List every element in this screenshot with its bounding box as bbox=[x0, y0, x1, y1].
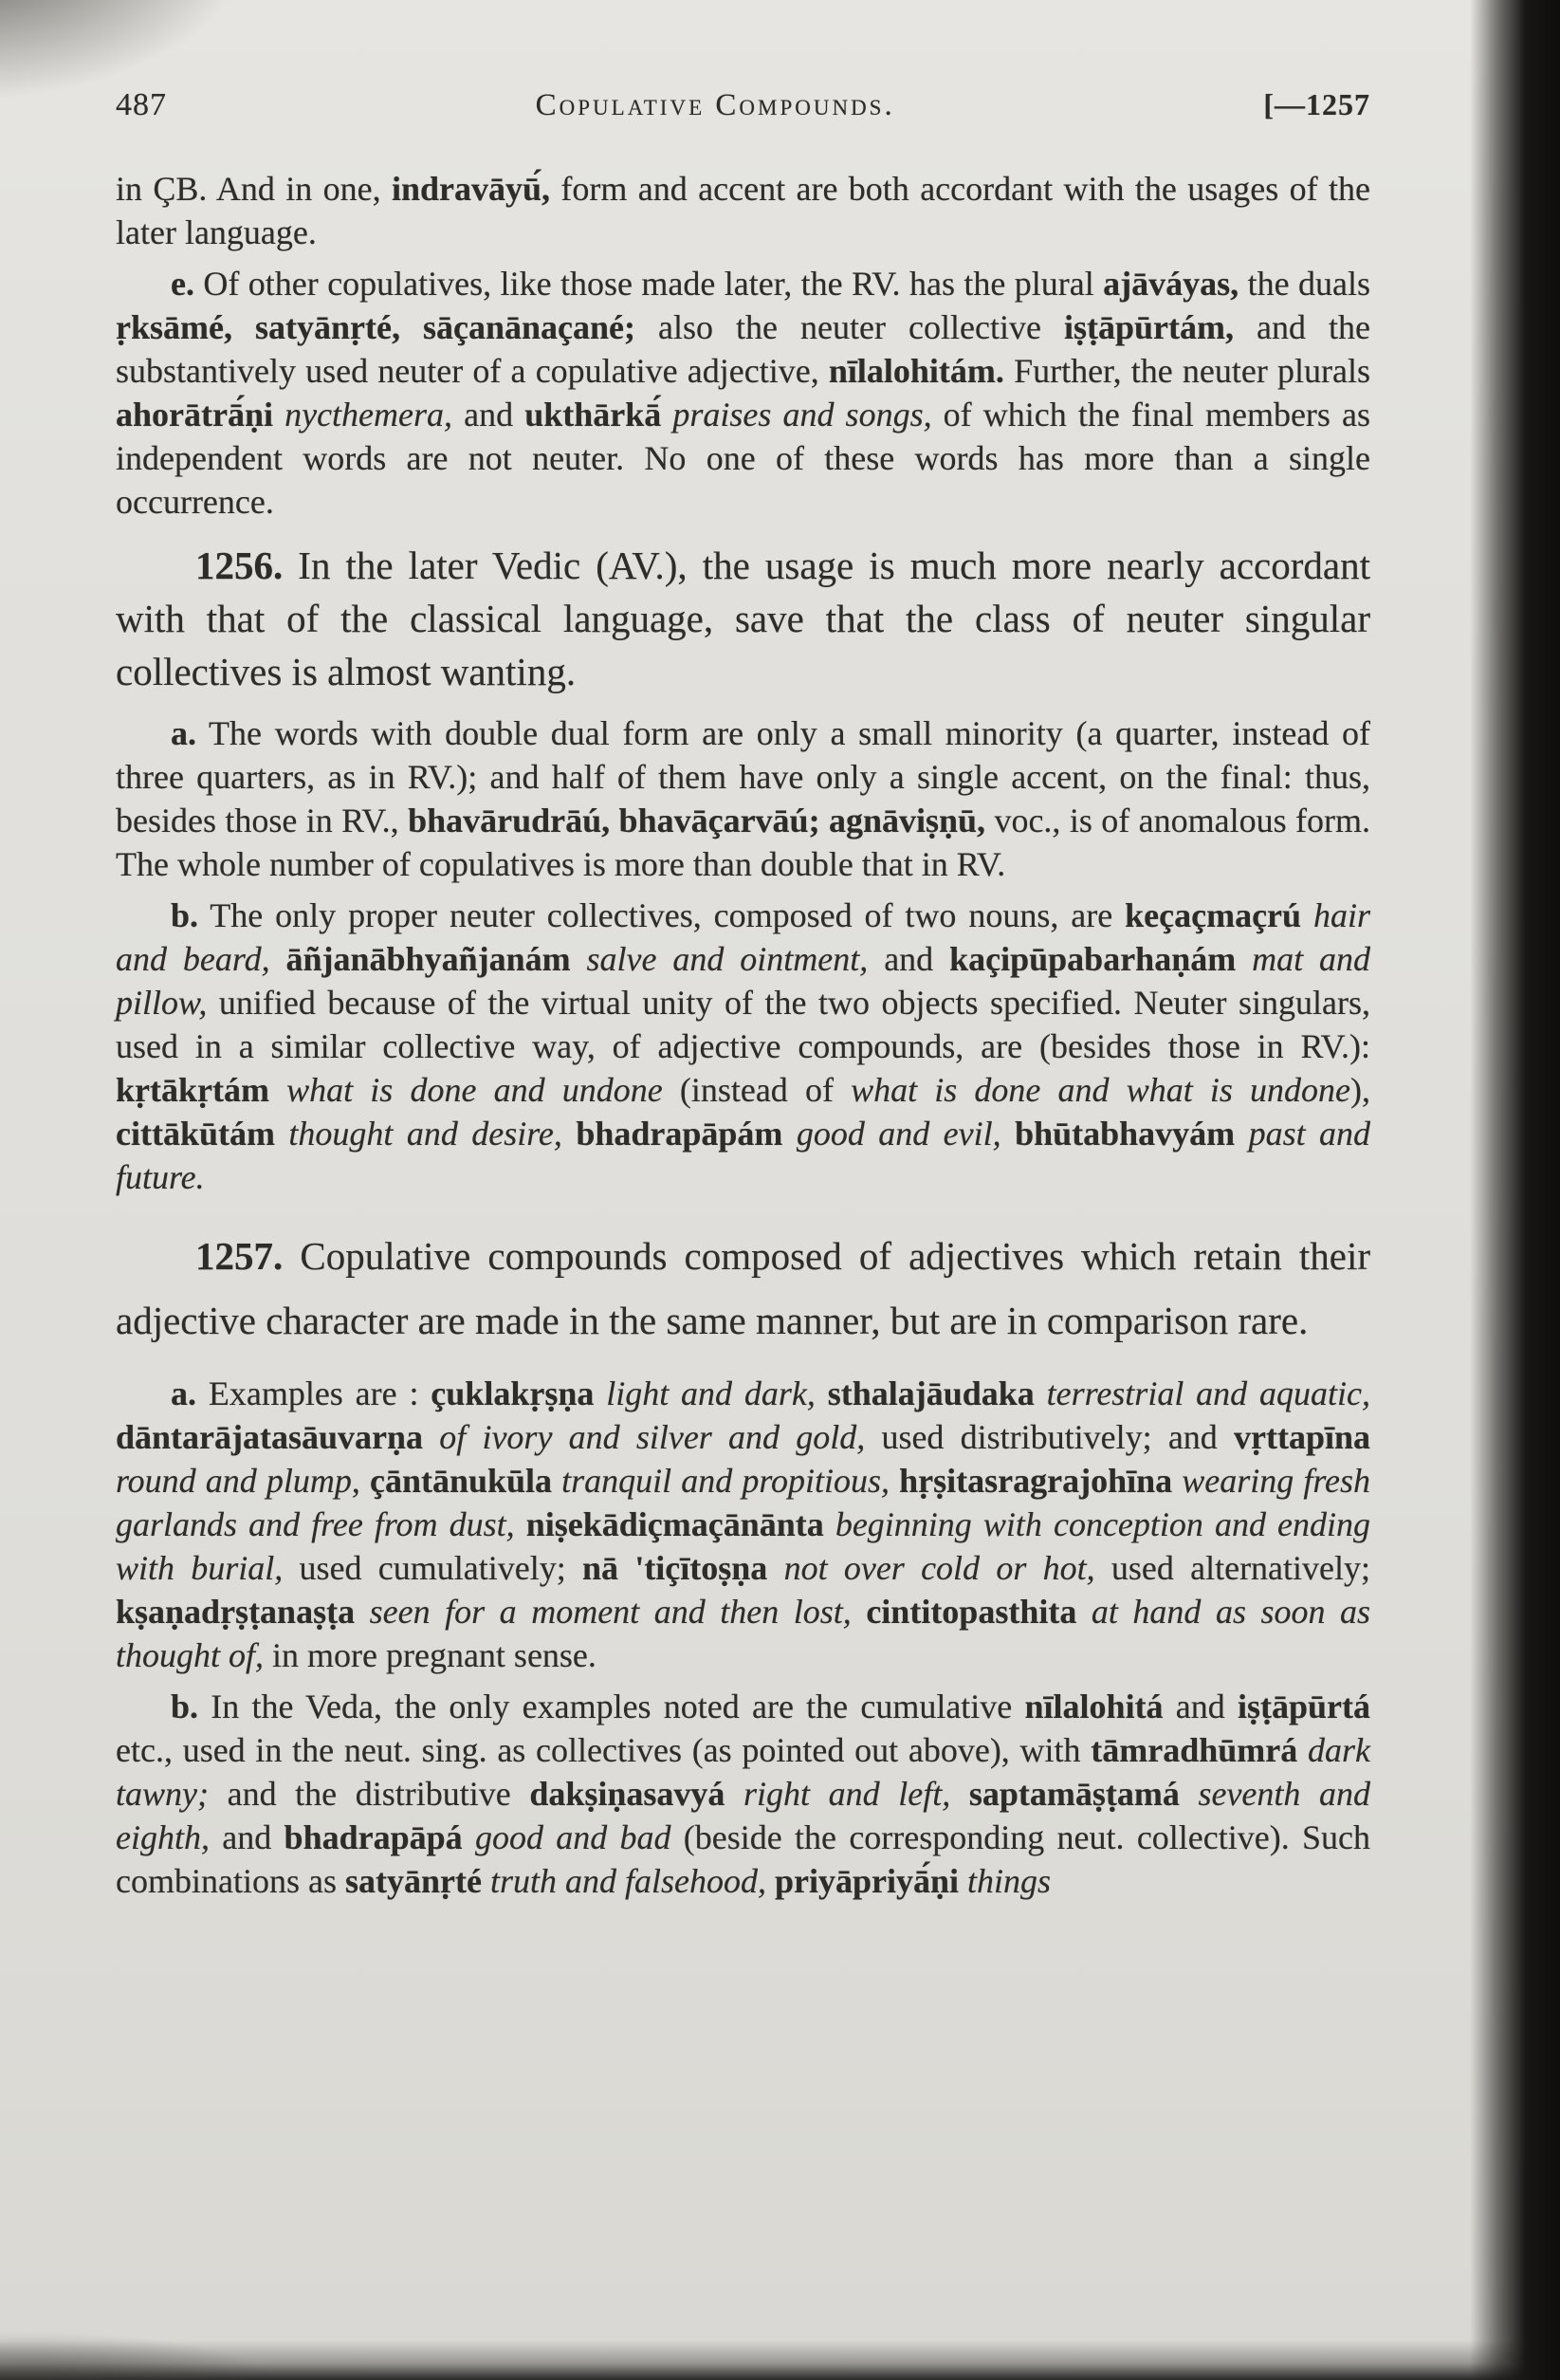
sanskrit-term: ukthārkā́ bbox=[524, 396, 662, 434]
text-run: The only proper neuter collectives, composed of two nouns, are bbox=[198, 896, 1126, 934]
text-run bbox=[571, 940, 587, 978]
gloss-italic: of ivory and silver and gold, bbox=[439, 1418, 866, 1456]
text-run bbox=[767, 1549, 783, 1587]
text-run bbox=[959, 1862, 967, 1900]
paragraph bbox=[116, 711, 1370, 886]
sanskrit-term: e. bbox=[171, 265, 194, 303]
text-run: In the Veda, the only examples noted are the cumulative bbox=[198, 1688, 1025, 1725]
text-run bbox=[950, 1775, 969, 1813]
sanskrit-term: dakṣiṇasavyá bbox=[529, 1775, 725, 1813]
paragraph bbox=[116, 1685, 1370, 1903]
sanskrit-term: dāntarājatasāuvarṇa bbox=[116, 1418, 424, 1456]
sanskrit-term: hṛṣitasragrajohīna bbox=[899, 1462, 1173, 1500]
sanskrit-term: saptamāṣṭamá bbox=[968, 1775, 1180, 1813]
sanskrit-term: keçaçmaçrú bbox=[1125, 896, 1302, 934]
text-run bbox=[890, 1462, 899, 1500]
paragraph bbox=[116, 1224, 1370, 1353]
text-run: also the neuter collective bbox=[635, 308, 1064, 346]
text-run: used alternatively; bbox=[1094, 1549, 1371, 1587]
gloss-italic: terrestrial and aquatic, bbox=[1046, 1374, 1370, 1412]
running-title: Copulative Compounds. bbox=[535, 88, 895, 122]
sanskrit-term: priyāpriyā́ṇi bbox=[774, 1862, 959, 1900]
sanskrit-term: ṛksāmé, satyānṛté, sāçanānaçané; bbox=[116, 308, 635, 346]
text-run: and bbox=[868, 940, 950, 978]
gloss-italic: good and bad bbox=[474, 1818, 671, 1856]
text-run: used distributively; and bbox=[865, 1418, 1235, 1456]
gloss-italic: tranquil and propitious, bbox=[561, 1462, 890, 1500]
sanskrit-term: 1257. bbox=[195, 1234, 284, 1278]
sanskrit-term: cittākūtám bbox=[116, 1115, 275, 1153]
gloss-italic: salve and ointment, bbox=[586, 940, 869, 978]
sanskrit-term: iṣṭāpūrtá bbox=[1237, 1688, 1370, 1725]
text-run bbox=[1297, 1731, 1308, 1769]
text-run: ), bbox=[1350, 1071, 1371, 1109]
text-run bbox=[1180, 1775, 1199, 1813]
sanskrit-term: niṣekādiçmaçānānta bbox=[525, 1505, 824, 1543]
gloss-italic: past and future. bbox=[116, 1115, 1371, 1196]
section-ref: [—1257 bbox=[1263, 87, 1370, 121]
text-run bbox=[423, 1418, 439, 1456]
text-run: unified because of the virtual unity of the two objects specified. Neuter singulars, used in a similar collective way, of adjective compounds, are (besides those in RV.): bbox=[116, 984, 1370, 1065]
gloss-italic: seventh and eighth, bbox=[116, 1775, 1371, 1856]
text-run: and the substantively used neuter of a copulative adjective, bbox=[116, 308, 1370, 390]
paragraph bbox=[116, 894, 1370, 1199]
paragraph bbox=[116, 539, 1370, 698]
text-run bbox=[275, 1115, 288, 1153]
text-run bbox=[766, 1862, 775, 1900]
text-run: (instead of bbox=[662, 1071, 852, 1109]
text-run: The words with double dual form are only a small minority (a quarter, instead of three quarters, as in RV.); and half of them have only a single accent, on the final: thus, besides those in RV., bbox=[116, 714, 1370, 839]
text-run: form and accent are both accordant with the usages of the later language. bbox=[116, 170, 1370, 251]
gloss-italic: wearing fresh garlands and free from dust, bbox=[116, 1462, 1370, 1543]
sanskrit-term: nā 'tiçītoṣṇa bbox=[582, 1549, 768, 1587]
gloss-italic: thought and desire, bbox=[288, 1115, 562, 1153]
gloss-italic: truth and falsehood, bbox=[489, 1862, 766, 1900]
gloss-italic: what is done and what is undone bbox=[851, 1071, 1351, 1109]
gloss-italic: not over cold or hot, bbox=[783, 1549, 1095, 1587]
text-run: Of other copulatives, like those made later, the RV. has the plural bbox=[193, 265, 1104, 303]
text-run bbox=[270, 940, 286, 978]
text-run bbox=[355, 1593, 370, 1631]
sanskrit-term: bhadrapāpám bbox=[576, 1115, 783, 1153]
text-run bbox=[1301, 896, 1313, 934]
text-run bbox=[824, 1505, 835, 1543]
gloss-italic: nycthemera, bbox=[284, 396, 453, 434]
sanskrit-term: sthalajāudaka bbox=[827, 1374, 1035, 1412]
sanskrit-term: nīlalohitá bbox=[1024, 1688, 1164, 1725]
sanskrit-term: a. bbox=[171, 1374, 196, 1412]
text-run bbox=[273, 396, 284, 434]
text-run: used cumulatively; bbox=[283, 1549, 583, 1587]
paragraph bbox=[116, 1372, 1370, 1677]
text-run: and bbox=[209, 1818, 284, 1856]
gloss-italic: round and plump bbox=[116, 1462, 352, 1500]
text-run bbox=[552, 1462, 561, 1500]
sanskrit-term: kṣaṇadṛṣṭanaṣṭa bbox=[116, 1593, 356, 1631]
text-run bbox=[1076, 1593, 1092, 1631]
sanskrit-term: 1256. bbox=[195, 544, 284, 587]
sanskrit-term: b. bbox=[171, 1688, 199, 1725]
sanskrit-term: b. bbox=[171, 896, 199, 934]
sanskrit-term: iṣṭāpūrtám, bbox=[1063, 308, 1234, 346]
gloss-italic: beginning with conception and ending with burial, bbox=[116, 1505, 1371, 1587]
text-run bbox=[725, 1775, 743, 1813]
text-run: Copulative compounds composed of adjectives which retain their adjective character are made in the same manner, but are in comparison rare. bbox=[116, 1234, 1370, 1342]
text-run bbox=[1235, 1115, 1248, 1153]
text-run: and the distributive bbox=[208, 1775, 530, 1813]
text-run: In the later Vedic (AV.), the usage is much more nearly accordant with that of the classical language, save that the class of neuter singular collectives is almost wanting. bbox=[116, 544, 1370, 693]
text-run: Further, the neuter plurals bbox=[1003, 352, 1370, 390]
sanskrit-term: vṛttapīna bbox=[1234, 1418, 1371, 1456]
text-run bbox=[816, 1374, 828, 1412]
text-run bbox=[1236, 940, 1252, 978]
text-run bbox=[269, 1071, 286, 1109]
sanskrit-term: bhadrapāpá bbox=[284, 1818, 463, 1856]
text-run bbox=[1001, 1115, 1015, 1153]
gloss-italic: mat and pillow, bbox=[116, 940, 1371, 1022]
sanskrit-term: ahorātrā́ṇi bbox=[116, 396, 273, 434]
text-run bbox=[515, 1505, 526, 1543]
text-run bbox=[1035, 1374, 1047, 1412]
gloss-italic: right and left, bbox=[743, 1775, 951, 1813]
sanskrit-term: tāmradhūmrá bbox=[1091, 1731, 1298, 1769]
gloss-italic: hair and beard, bbox=[116, 896, 1370, 978]
text-run: in more pregnant sense. bbox=[264, 1636, 596, 1674]
sanskrit-term: ajāváyas, bbox=[1103, 265, 1239, 303]
sanskrit-term: bhūtabhavyám bbox=[1015, 1115, 1236, 1153]
page-header bbox=[116, 87, 1370, 123]
gloss-italic: praises and songs, bbox=[672, 396, 932, 434]
sanskrit-term: çuklakṛṣṇa bbox=[431, 1374, 595, 1412]
gloss-italic: good and evil, bbox=[796, 1115, 1001, 1153]
sanskrit-term: cintitopasthita bbox=[866, 1593, 1077, 1631]
gloss-italic: seen for a moment and then lost, bbox=[369, 1593, 852, 1631]
text-run bbox=[482, 1862, 490, 1900]
sanskrit-term: kaçipūpabarhaṇám bbox=[949, 940, 1237, 978]
text-run: the duals bbox=[1239, 265, 1370, 303]
sanskrit-term: a. bbox=[171, 714, 196, 752]
paragraph bbox=[116, 167, 1370, 254]
text-run: of which the final members as independent words are not neuter. No one of these words has more than a single occurrence. bbox=[116, 396, 1370, 521]
text-run: and bbox=[452, 396, 525, 434]
sanskrit-term: kṛtākṛtám bbox=[116, 1071, 269, 1109]
text-run bbox=[1172, 1462, 1182, 1500]
sanskrit-term: āñjanābhyañjanám bbox=[285, 940, 571, 978]
sanskrit-term: nīlalohitám. bbox=[828, 352, 1004, 390]
page-number: 487 bbox=[116, 87, 167, 122]
text-run: Examples are : bbox=[196, 1374, 431, 1412]
text-body bbox=[116, 167, 1370, 1903]
sanskrit-term: çāntānukūla bbox=[369, 1462, 553, 1500]
text-run: , bbox=[351, 1462, 370, 1500]
text-run: (beside the corresponding neut. collective). Such combinations as bbox=[116, 1818, 1371, 1900]
gloss-italic: light and dark, bbox=[606, 1374, 816, 1412]
sanskrit-term: bhavārudrāú, bhavāçarvāú; agnāviṣṇū, bbox=[408, 802, 986, 839]
text-run: and bbox=[1163, 1688, 1238, 1725]
sanskrit-term: satyānṛté bbox=[344, 1862, 482, 1900]
text-run: in ÇB. And in one, bbox=[116, 170, 392, 208]
text-run bbox=[562, 1115, 576, 1153]
text-run bbox=[463, 1818, 475, 1856]
text-run: etc., used in the neut. sing. as collectives (as pointed out above), with bbox=[116, 1731, 1092, 1769]
gloss-italic: at hand as soon as thought of, bbox=[116, 1593, 1371, 1674]
paragraph bbox=[116, 262, 1370, 524]
gloss-italic: what is done and undone bbox=[286, 1071, 663, 1109]
gloss-italic: dark tawny; bbox=[116, 1731, 1371, 1813]
sanskrit-term: indravāyū́, bbox=[391, 170, 551, 208]
text-run bbox=[852, 1593, 867, 1631]
text-run: voc., is of anomalous form. The whole number of copulatives is more than double that in RV. bbox=[116, 802, 1370, 883]
text-run bbox=[661, 396, 672, 434]
gloss-italic: things bbox=[966, 1862, 1051, 1900]
text-run bbox=[782, 1115, 796, 1153]
text-run bbox=[594, 1374, 606, 1412]
